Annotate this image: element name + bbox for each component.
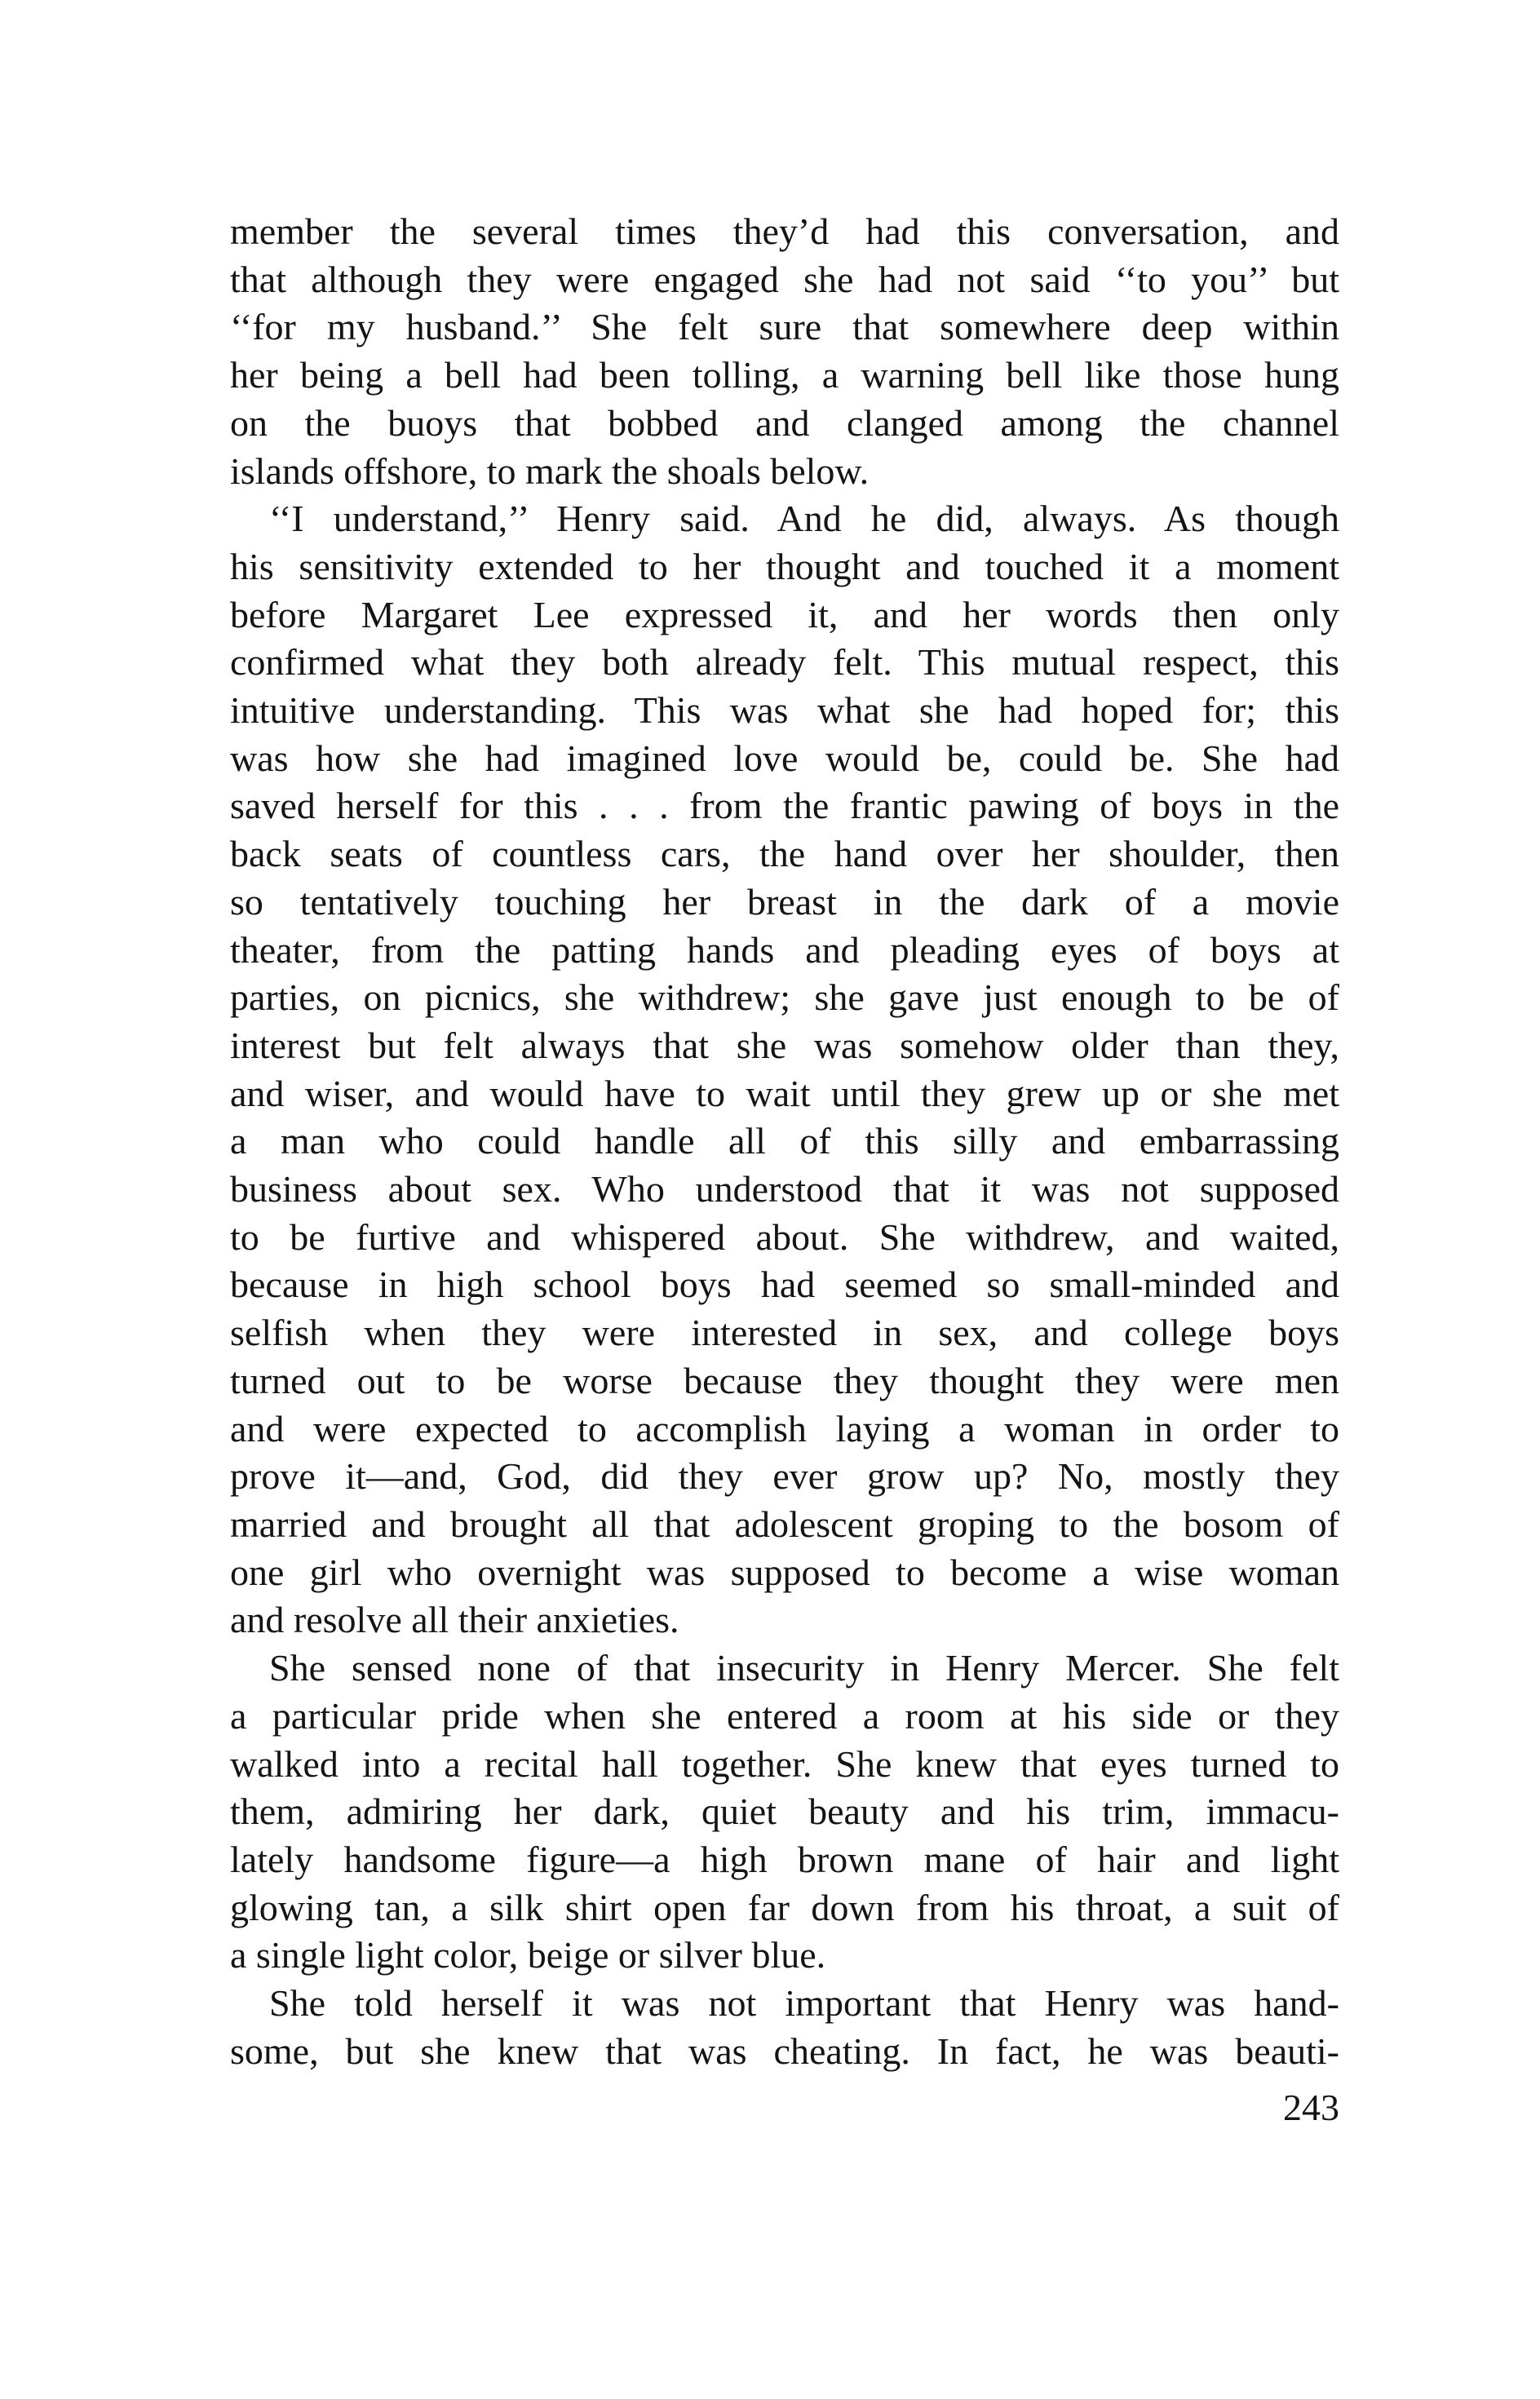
text-line: ‘‘for my husband.’’ She felt sure that somewhere deep within — [230, 306, 1339, 348]
text-line: and resolve all their anxieties. — [230, 1599, 679, 1641]
text-line: on the buoys that bobbed and clanged among the channel — [230, 401, 1339, 444]
text-line: a single light color, beige or silver blue. — [230, 1934, 826, 1976]
text-line: to be furtive and whispered about. She withdrew, and waited, — [230, 1215, 1339, 1258]
text-line: She told herself it was not important that Henry was hand- — [269, 1982, 1339, 2025]
text-line: them, admiring her dark, quiet beauty and his trim, immacu- — [230, 1790, 1339, 1833]
text-line: and wiser, and would have to wait until they grew up or she met — [230, 1072, 1339, 1114]
text-line: a man who could handle all of this silly and embarrassing — [230, 1120, 1339, 1162]
text-line: lately handsome figure—a high brown mane of hair and light — [230, 1838, 1339, 1880]
text-line: back seats of countless cars, the hand over her shoulder, then — [230, 833, 1339, 875]
text-line: because in high school boys had seemed so small-minded and — [230, 1264, 1339, 1306]
text-line: was how she had imagined love would be, could be. She had — [230, 737, 1339, 779]
text-line: confirmed what they both already felt. This mutual respect, this — [230, 641, 1339, 684]
text-line: some, but she knew that was cheating. In fact, he was beauti- — [230, 2029, 1339, 2072]
text-line: married and brought all that adolescent groping to the bosom of — [230, 1503, 1339, 1545]
text-line: member the several times they’d had this conversation, and — [230, 210, 1339, 252]
text-line: one girl who overnight was supposed to become a wise woman — [230, 1551, 1339, 1593]
text-line: glowing tan, a silk shirt open far down from his throat, a suit of — [230, 1886, 1339, 1928]
text-line: and were expected to accomplish laying a woman in order to — [230, 1407, 1339, 1450]
text-line: saved herself for this . . . from the frantic pawing of boys in the — [230, 785, 1339, 827]
text-line: She sensed none of that insecurity in Henry Mercer. She felt — [269, 1647, 1339, 1689]
text-line: islands offshore, to mark the shoals below. — [230, 449, 870, 492]
text-line: selfish when they were interested in sex, and college boys — [230, 1312, 1339, 1354]
text-line: that although they were engaged she had not said ‘‘to you’’ but — [230, 258, 1339, 300]
text-line: before Margaret Lee expressed it, and her words then only — [230, 593, 1339, 635]
text-line: turned out to be worse because they thought they were men — [230, 1359, 1339, 1401]
text-line: ‘‘I understand,’’ Henry said. And he did, always. As though — [269, 498, 1339, 540]
text-line: her being a bell had been tolling, a warning bell like those hung — [230, 354, 1339, 396]
text-line: parties, on picnics, she withdrew; she gave just enough to be of — [230, 976, 1339, 1019]
text-line: a particular pride when she entered a room at his side or they — [230, 1694, 1339, 1737]
text-line: business about sex. Who understood that it was not supposed — [230, 1168, 1339, 1211]
text-line: theater, from the patting hands and pleading eyes of boys at — [230, 928, 1339, 971]
text-line: so tentatively touching her breast in the dark of a movie — [230, 880, 1339, 923]
body-text — [230, 208, 1339, 2075]
text-line: intuitive understanding. This was what she had hoped for; this — [230, 689, 1339, 732]
text-line: interest but felt always that she was somehow older than they, — [230, 1024, 1339, 1066]
page-number: 243 — [1283, 2087, 1339, 2128]
text-line: walked into a recital hall together. She knew that eyes turned to — [230, 1742, 1339, 1785]
text-line: prove it—and, God, did they ever grow up? No, mostly they — [230, 1455, 1339, 1498]
text-line: his sensitivity extended to her thought and touched it a moment — [230, 545, 1339, 587]
